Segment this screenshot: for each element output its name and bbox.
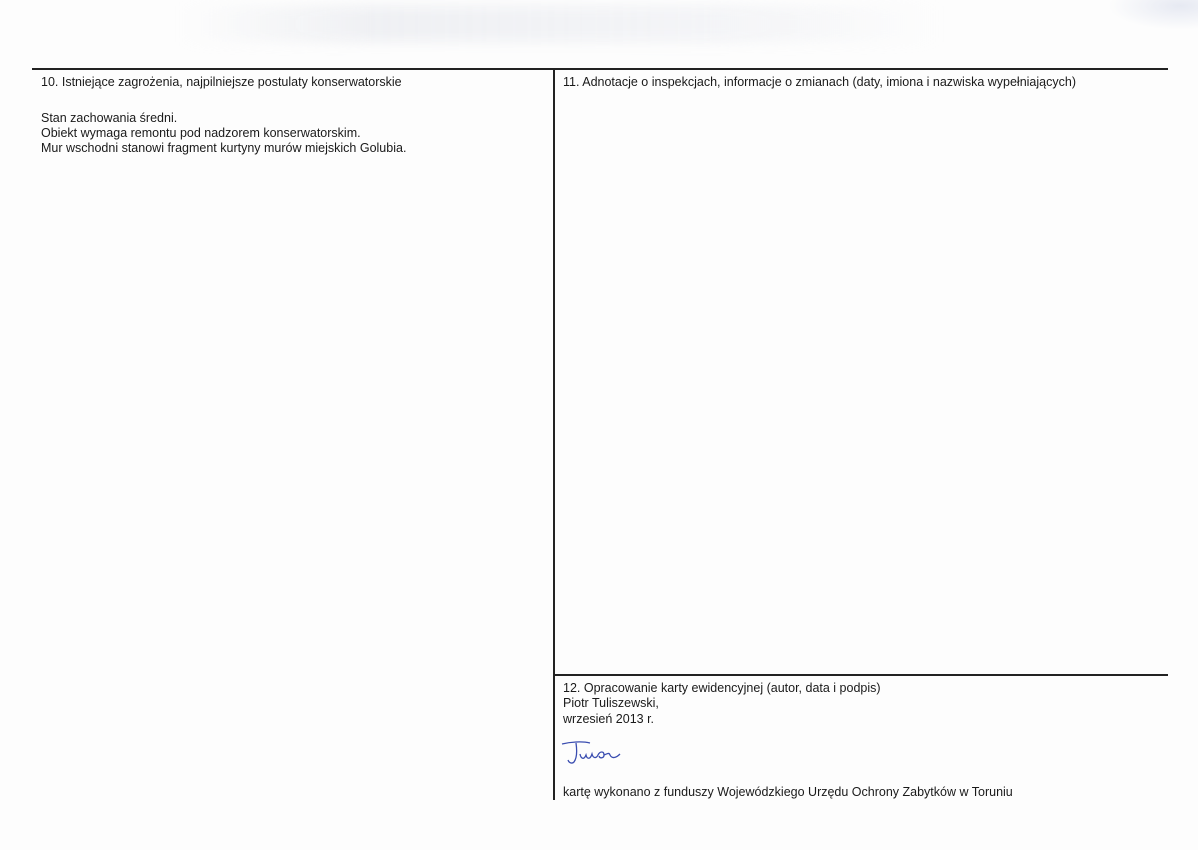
scan-artifact xyxy=(180,6,940,42)
column-divider xyxy=(553,68,555,800)
funding-note: kartę wykonano z funduszy Wojewódzkiego Urzędu Ochrony Zabytków w Toruniu xyxy=(563,785,1013,799)
section12-top-border xyxy=(553,674,1168,676)
section12-heading: 12. Opracowanie karty ewidencyjnej (autor, data i podpis) xyxy=(563,681,881,695)
table-top-border xyxy=(32,68,1168,70)
section10-line-1: Stan zachowania średni. xyxy=(41,111,178,125)
section10-line-3: Mur wschodni stanowi fragment kurtyny murów miejskich Golubia. xyxy=(41,141,407,155)
section10-heading: 10. Istniejące zagrożenia, najpilniejsze postulaty konserwatorskie xyxy=(41,75,402,89)
preparation-date: wrzesień 2013 r. xyxy=(563,712,655,726)
handwritten-signature xyxy=(560,738,640,774)
section11-heading: 11. Adnotacje o inspekcjach, informacje o zmianach (daty, imiona i nazwiska wypełniających) xyxy=(563,75,1076,89)
scan-artifact-corner xyxy=(1108,0,1198,30)
author-name: Piotr Tuliszewski, xyxy=(563,696,659,710)
section10-line-2: Obiekt wymaga remontu pod nadzorem konserwatorskim. xyxy=(41,126,361,140)
